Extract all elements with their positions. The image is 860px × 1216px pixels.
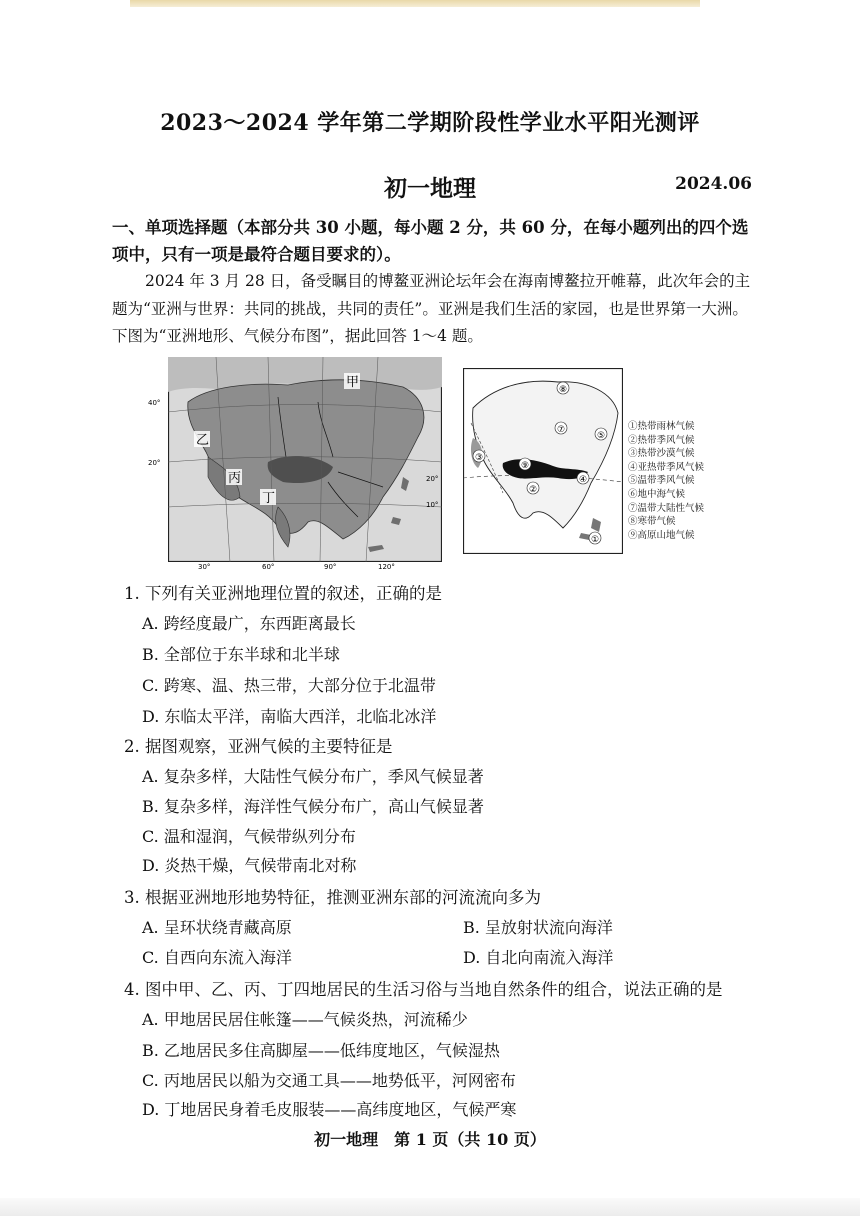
legend-item: ⑧寒带气候 [628, 516, 676, 528]
question-2-option-c: C. 温和湿润，气候带纵列分布 [142, 827, 356, 846]
question-2-option-b: B. 复杂多样，海洋性气候分布广，高山气候显著 [142, 797, 484, 816]
page-footer: 初一地理 第 1 页（共 10 页） [314, 1130, 546, 1149]
lat-tick: 20° [426, 475, 439, 483]
scan-edge-top [130, 0, 700, 7]
climate-num: ④ [579, 475, 588, 485]
exam-title: 2023～2024 学年第二学期阶段性学业水平阳光测评 [160, 110, 700, 136]
section-heading: 一、单项选择题（本部分共 30 小题，每小题 2 分，共 60 分，在每小题列出的四个选项中，只有一项是最符合题目要求的）。 [112, 218, 749, 264]
climate-num: ① [591, 535, 600, 545]
question-2-stem: 2. 据图观察，亚洲气候的主要特征是 [124, 737, 393, 756]
legend-item: ⑤温带季风气候 [628, 475, 695, 487]
intro-paragraph: 2024 年 3 月 28 日，备受瞩目的博鳌亚洲论坛年会在海南博鳌拉开帷幕，此次年会的主题为“亚洲与世界：共同的挑战，共同的责任”。亚洲是我们生活的家园，也是世界第一大洲。下图为“亚洲地形、气候分布图”，据此回答 1～4 题。 [112, 272, 751, 345]
lat-tick: 10° [426, 501, 439, 509]
question-1-stem: 1. 下列有关亚洲地理位置的叙述，正确的是 [124, 584, 442, 603]
label-bing: 丙 [228, 471, 242, 486]
legend-item: ④亚热带季风气候 [628, 461, 705, 473]
legend-item: ②热带季风气候 [628, 434, 695, 446]
question-3-stem: 3. 根据亚洲地形地势特征，推测亚洲东部的河流流向多为 [124, 888, 541, 907]
label-ding: 丁 [262, 491, 276, 506]
question-4-option-b: B. 乙地居民多住高脚屋——低纬度地区，气候湿热 [142, 1041, 500, 1060]
climate-num: ⑦ [557, 425, 566, 435]
legend-item: ⑥地中海气候 [628, 488, 686, 500]
question-1-option-d: D. 东临太平洋，南临大西洋，北临北冰洋 [142, 707, 437, 726]
lat-tick: 40° [148, 399, 161, 407]
question-4-option-d: D. 丁地居民身着毛皮服装——高纬度地区，气候严寒 [142, 1100, 517, 1119]
question-3-option-c: C. 自西向东流入海洋 [142, 948, 292, 967]
question-1-option-b: B. 全部位于东半球和北半球 [142, 645, 340, 664]
lon-tick: 120° [378, 563, 395, 571]
terrain-map-ticks [146, 357, 446, 572]
label-jia: 甲 [346, 375, 360, 390]
lat-tick: 20° [148, 459, 161, 467]
scan-edge-bottom [0, 1198, 860, 1216]
legend-item: ⑨高原山地气候 [628, 529, 695, 541]
climate-num: ③ [475, 453, 484, 463]
asia-climate-map [463, 368, 623, 554]
subject-title: 初一地理 [384, 175, 476, 202]
question-1-option-c: C. 跨寒、温、热三带，大部分位于北温带 [142, 676, 436, 695]
question-4-option-c: C. 丙地居民以船为交通工具——地势低平，河网密布 [142, 1071, 516, 1090]
climate-num: ⑧ [559, 385, 568, 395]
question-1-option-a: A. 跨经度最广，东西距离最长 [142, 614, 356, 633]
question-4-option-a: A. 甲地居民居住帐篷——气候炎热，河流稀少 [142, 1010, 468, 1029]
lon-tick: 30° [198, 563, 211, 571]
label-yi: 乙 [196, 433, 210, 448]
climate-num: ⑨ [521, 461, 530, 471]
question-3-option-b: B. 呈放射状流向海洋 [463, 918, 613, 937]
question-3-option-a: A. 呈环状绕青藏高原 [142, 918, 292, 937]
lon-tick: 90° [324, 563, 337, 571]
question-2-option-d: D. 炎热干燥，气候带南北对称 [142, 856, 357, 875]
legend-item: ③热带沙漠气候 [628, 448, 695, 460]
question-4-stem: 4. 图中甲、乙、丙、丁四地居民的生活习俗与当地自然条件的组合，说法正确的是 [124, 980, 723, 999]
question-2-option-a: A. 复杂多样，大陆性气候分布广，季风气候显著 [142, 767, 484, 786]
legend-item: ⑦温带大陆性气候 [628, 502, 705, 514]
climate-legend [628, 420, 748, 542]
legend-item: ①热带雨林气候 [628, 421, 695, 432]
exam-date: 2024.06 [675, 174, 752, 194]
question-3-option-d: D. 自北向南流入海洋 [463, 948, 614, 967]
climate-num: ② [529, 485, 538, 495]
lon-tick: 60° [262, 563, 275, 571]
climate-num: ⑤ [597, 431, 606, 441]
